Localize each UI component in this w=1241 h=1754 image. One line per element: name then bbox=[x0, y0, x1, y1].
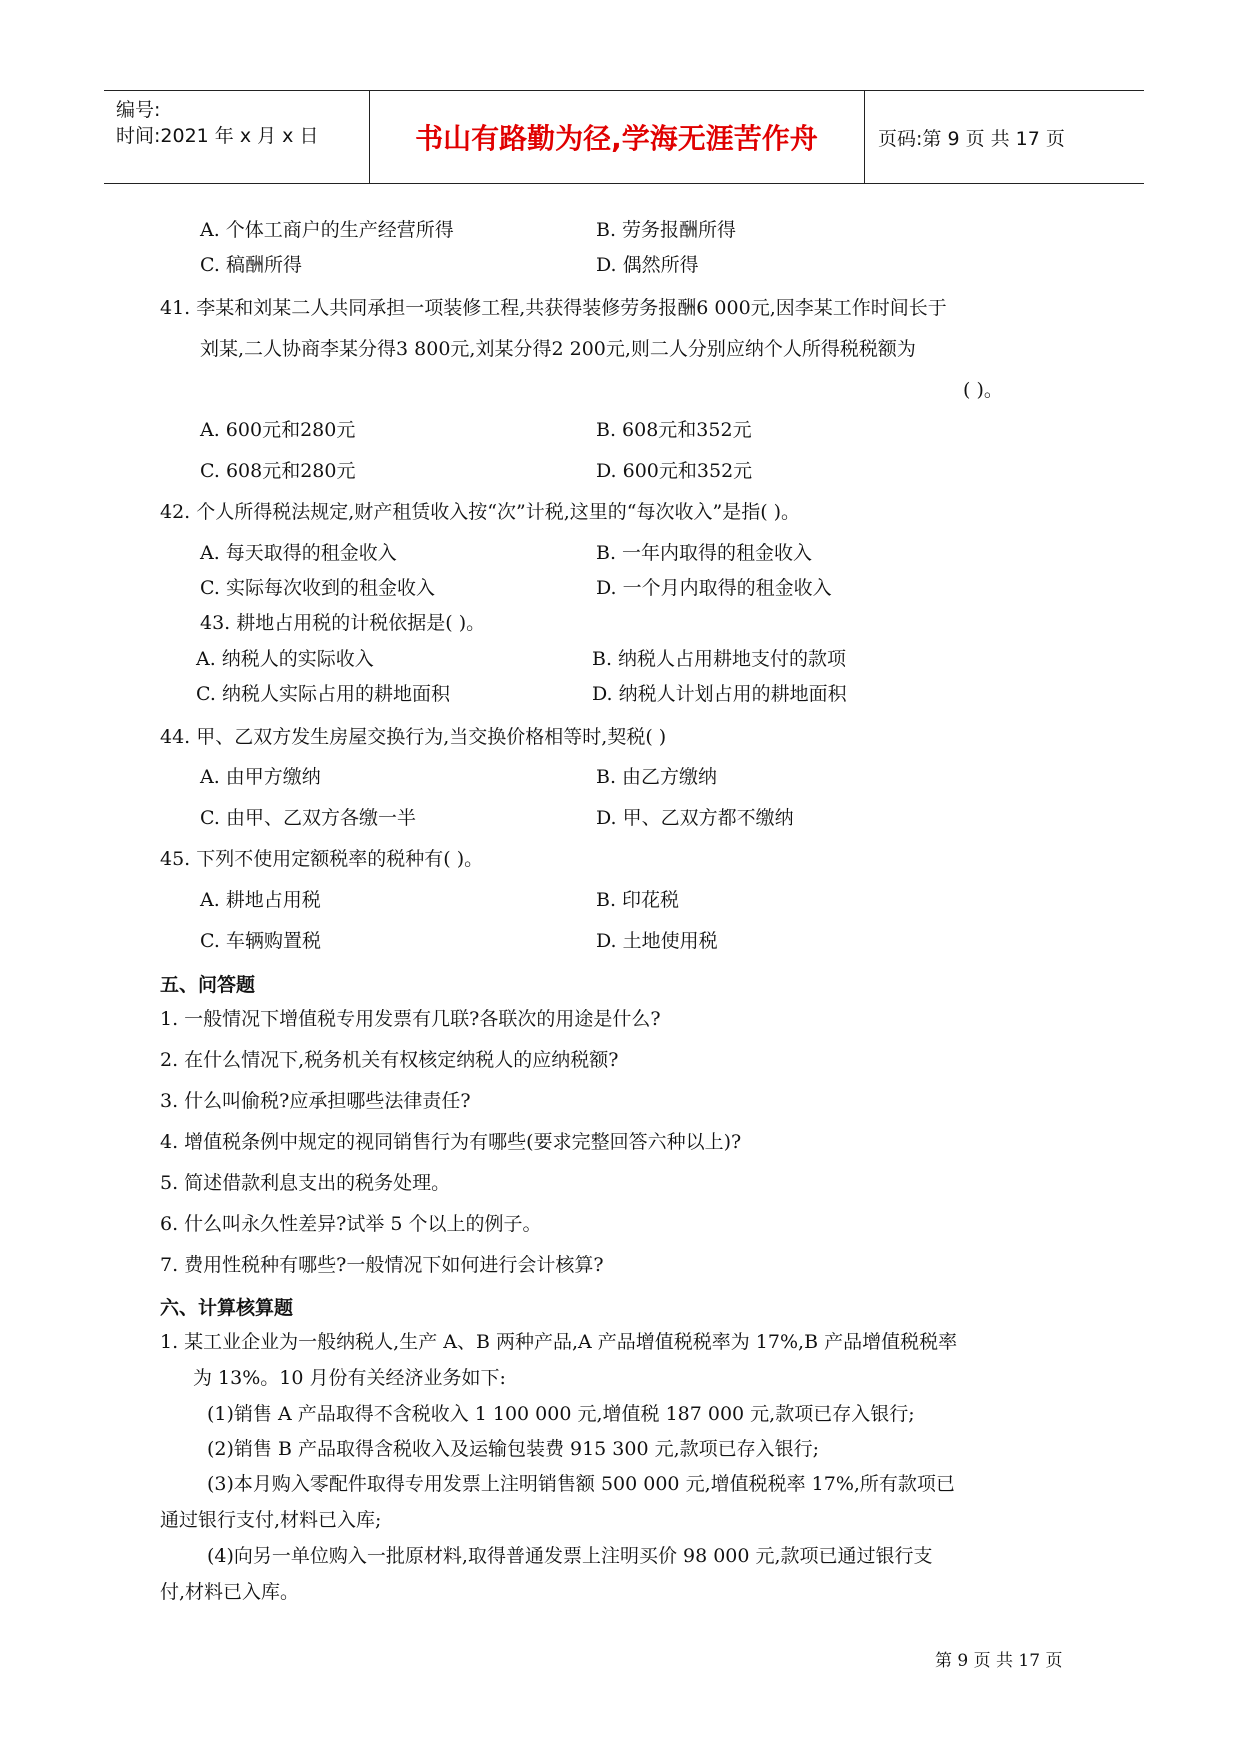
calc-item-3-line1: (3)本月购入零配件取得专用发票上注明销售额 500 000 元,增值税税率 17%,所有款项已 bbox=[207, 1473, 955, 1495]
q41-option-c: C. 608元和280元 bbox=[200, 460, 356, 482]
q43-stem: 43. 耕地占用税的计税依据是( )。 bbox=[200, 612, 486, 634]
section-5-question: 5. 简述借款利息支出的税务处理。 bbox=[160, 1172, 451, 1194]
q43-option-d: D. 纳税人计划占用的耕地面积 bbox=[592, 683, 847, 705]
page-header bbox=[104, 90, 1144, 184]
q44-option-a: A. 由甲方缴纳 bbox=[200, 766, 321, 788]
q42-option-a: A. 每天取得的租金收入 bbox=[200, 542, 397, 564]
q45-stem: 45. 下列不使用定额税率的税种有( )。 bbox=[160, 848, 484, 870]
q45-option-c: C. 车辆购置税 bbox=[200, 930, 321, 952]
q43-option-a: A. 纳税人的实际收入 bbox=[196, 648, 374, 670]
q40-option-c: C. 稿酬所得 bbox=[200, 254, 302, 276]
page-footer: 第 9 页 共 17 页 bbox=[935, 1651, 1063, 1671]
q40-option-d: D. 偶然所得 bbox=[596, 254, 699, 276]
section-5-question: 2. 在什么情况下,税务机关有权核定纳税人的应纳税额? bbox=[160, 1049, 619, 1071]
section-5-question: 6. 什么叫永久性差异?试举 5 个以上的例子。 bbox=[160, 1213, 542, 1235]
q42-option-c: C. 实际每次收到的租金收入 bbox=[200, 577, 435, 599]
calc-item-3-line2: 通过银行支付,材料已入库; bbox=[160, 1509, 382, 1531]
section-5-question: 4. 增值税条例中规定的视同销售行为有哪些(要求完整回答六种以上)? bbox=[160, 1131, 742, 1153]
q44-option-b: B. 由乙方缴纳 bbox=[596, 766, 718, 788]
q43-option-c: C. 纳税人实际占用的耕地面积 bbox=[196, 683, 450, 705]
q44-option-c: C. 由甲、乙双方各缴一半 bbox=[200, 807, 416, 829]
q41-stem-line1: 41. 李某和刘某二人共同承担一项装修工程,共获得装修劳务报酬6 000元,因李某工作时间长于 bbox=[160, 297, 947, 319]
calc-item-1: (1)销售 A 产品取得不含税收入 1 100 000 元,增值税 187 000 元,款项已存入银行; bbox=[207, 1403, 915, 1425]
q41-answer-blank: ( )。 bbox=[963, 379, 1003, 401]
number-label: 编号: bbox=[116, 99, 161, 121]
calc-problem-line2: 为 13%。10 月份有关经济业务如下: bbox=[193, 1367, 506, 1389]
section-5-heading: 五、问答题 bbox=[160, 974, 256, 996]
calc-item-4-line1: (4)向另一单位购入一批原材料,取得普通发票上注明买价 98 000 元,款项已通过银行支 bbox=[207, 1545, 933, 1567]
motto: 书山有路勤为径,学海无涯苦作舟 bbox=[369, 91, 865, 183]
section-5-question: 1. 一般情况下增值税专用发票有几联?各联次的用途是什么? bbox=[160, 1008, 661, 1030]
q42-option-b: B. 一年内取得的租金收入 bbox=[596, 542, 813, 564]
q45-option-b: B. 印花税 bbox=[596, 889, 680, 911]
q41-option-d: D. 600元和352元 bbox=[596, 460, 753, 482]
q42-stem: 42. 个人所得税法规定,财产租赁收入按“次”计税,这里的“每次收入”是指( )。 bbox=[160, 501, 801, 523]
q42-option-d: D. 一个月内取得的租金收入 bbox=[596, 577, 832, 599]
header-info-cell bbox=[104, 91, 370, 183]
section-6-heading: 六、计算核算题 bbox=[160, 1297, 294, 1319]
calc-item-4-line2: 付,材料已入库。 bbox=[160, 1581, 300, 1603]
q41-option-b: B. 608元和352元 bbox=[596, 419, 752, 441]
q40-option-b: B. 劳务报酬所得 bbox=[596, 219, 737, 241]
time-label: 时间:2021 年 x 月 x 日 bbox=[116, 125, 319, 147]
page-label: 页码:第 9 页 共 17 页 bbox=[878, 127, 1065, 150]
q45-option-d: D. 土地使用税 bbox=[596, 930, 718, 952]
section-5-question: 3. 什么叫偷税?应承担哪些法律责任? bbox=[160, 1090, 471, 1112]
q41-stem-line2: 刘某,二人协商李某分得3 800元,刘某分得2 200元,则二人分别应纳个人所得税税额为 bbox=[200, 338, 916, 360]
q44-option-d: D. 甲、乙双方都不缴纳 bbox=[596, 807, 794, 829]
q40-option-a: A. 个体工商户的生产经营所得 bbox=[200, 219, 454, 241]
section-5-question: 7. 费用性税种有哪些?一般情况下如何进行会计核算? bbox=[160, 1254, 604, 1276]
q41-option-a: A. 600元和280元 bbox=[200, 419, 356, 441]
q44-stem: 44. 甲、乙双方发生房屋交换行为,当交换价格相等时,契税( ) bbox=[160, 726, 667, 748]
q45-option-a: A. 耕地占用税 bbox=[200, 889, 321, 911]
calc-problem-line1: 1. 某工业企业为一般纳税人,生产 A、B 两种产品,A 产品增值税税率为 17%,B 产品增值税税率 bbox=[160, 1331, 958, 1353]
calc-item-2: (2)销售 B 产品取得含税收入及运输包装费 915 300 元,款项已存入银行; bbox=[207, 1438, 820, 1460]
q43-option-b: B. 纳税人占用耕地支付的款项 bbox=[592, 648, 847, 670]
